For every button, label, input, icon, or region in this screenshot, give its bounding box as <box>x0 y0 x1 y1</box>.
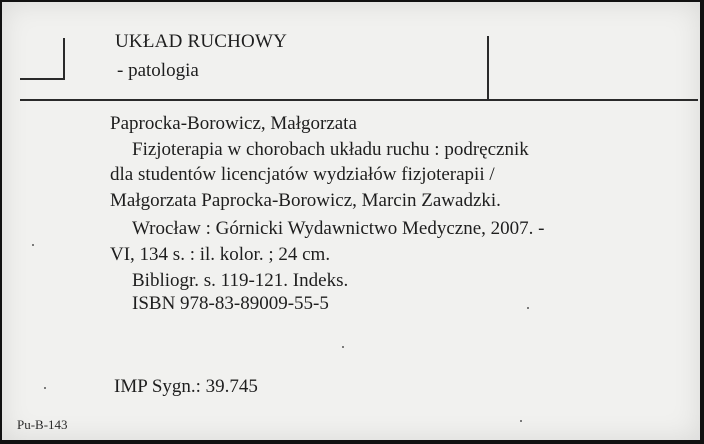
imprint-line-2: VI, 134 s. : il. kolor. ; 24 cm. <box>110 244 331 265</box>
bibliography-note: Bibliogr. s. 119-121. Indeks. <box>132 270 349 291</box>
title-line-3: Małgorzata Paprocka-Borowicz, Marcin Zawadzki. <box>110 190 501 211</box>
dust-speck <box>342 346 344 348</box>
dust-speck <box>32 244 34 246</box>
dust-speck <box>520 420 522 422</box>
subject-subdivision: - patologia <box>117 60 199 81</box>
title-line-1: Fizjoterapia w chorobach układu ruchu : podręcznik <box>132 139 529 160</box>
imprint-line-1: Wrocław : Górnicki Wydawnictwo Medyczne, 2007. - <box>132 218 545 239</box>
heading-divider-horizontal <box>20 99 698 101</box>
dust-speck <box>527 307 529 309</box>
catalog-card <box>2 2 700 440</box>
corner-bracket <box>20 38 65 80</box>
title-line-2: dla studentów licencjatów wydziałów fizjoterapii / <box>110 164 495 185</box>
card-id: Pu-B-143 <box>17 417 68 432</box>
subject-heading: UKŁAD RUCHOWY <box>115 31 288 52</box>
heading-divider-vertical <box>487 36 489 100</box>
shelfmark: IMP Sygn.: 39.745 <box>114 376 258 397</box>
dust-speck <box>44 387 46 389</box>
isbn: ISBN 978-83-89009-55-5 <box>132 293 329 314</box>
author: Paprocka-Borowicz, Małgorzata <box>110 113 357 134</box>
